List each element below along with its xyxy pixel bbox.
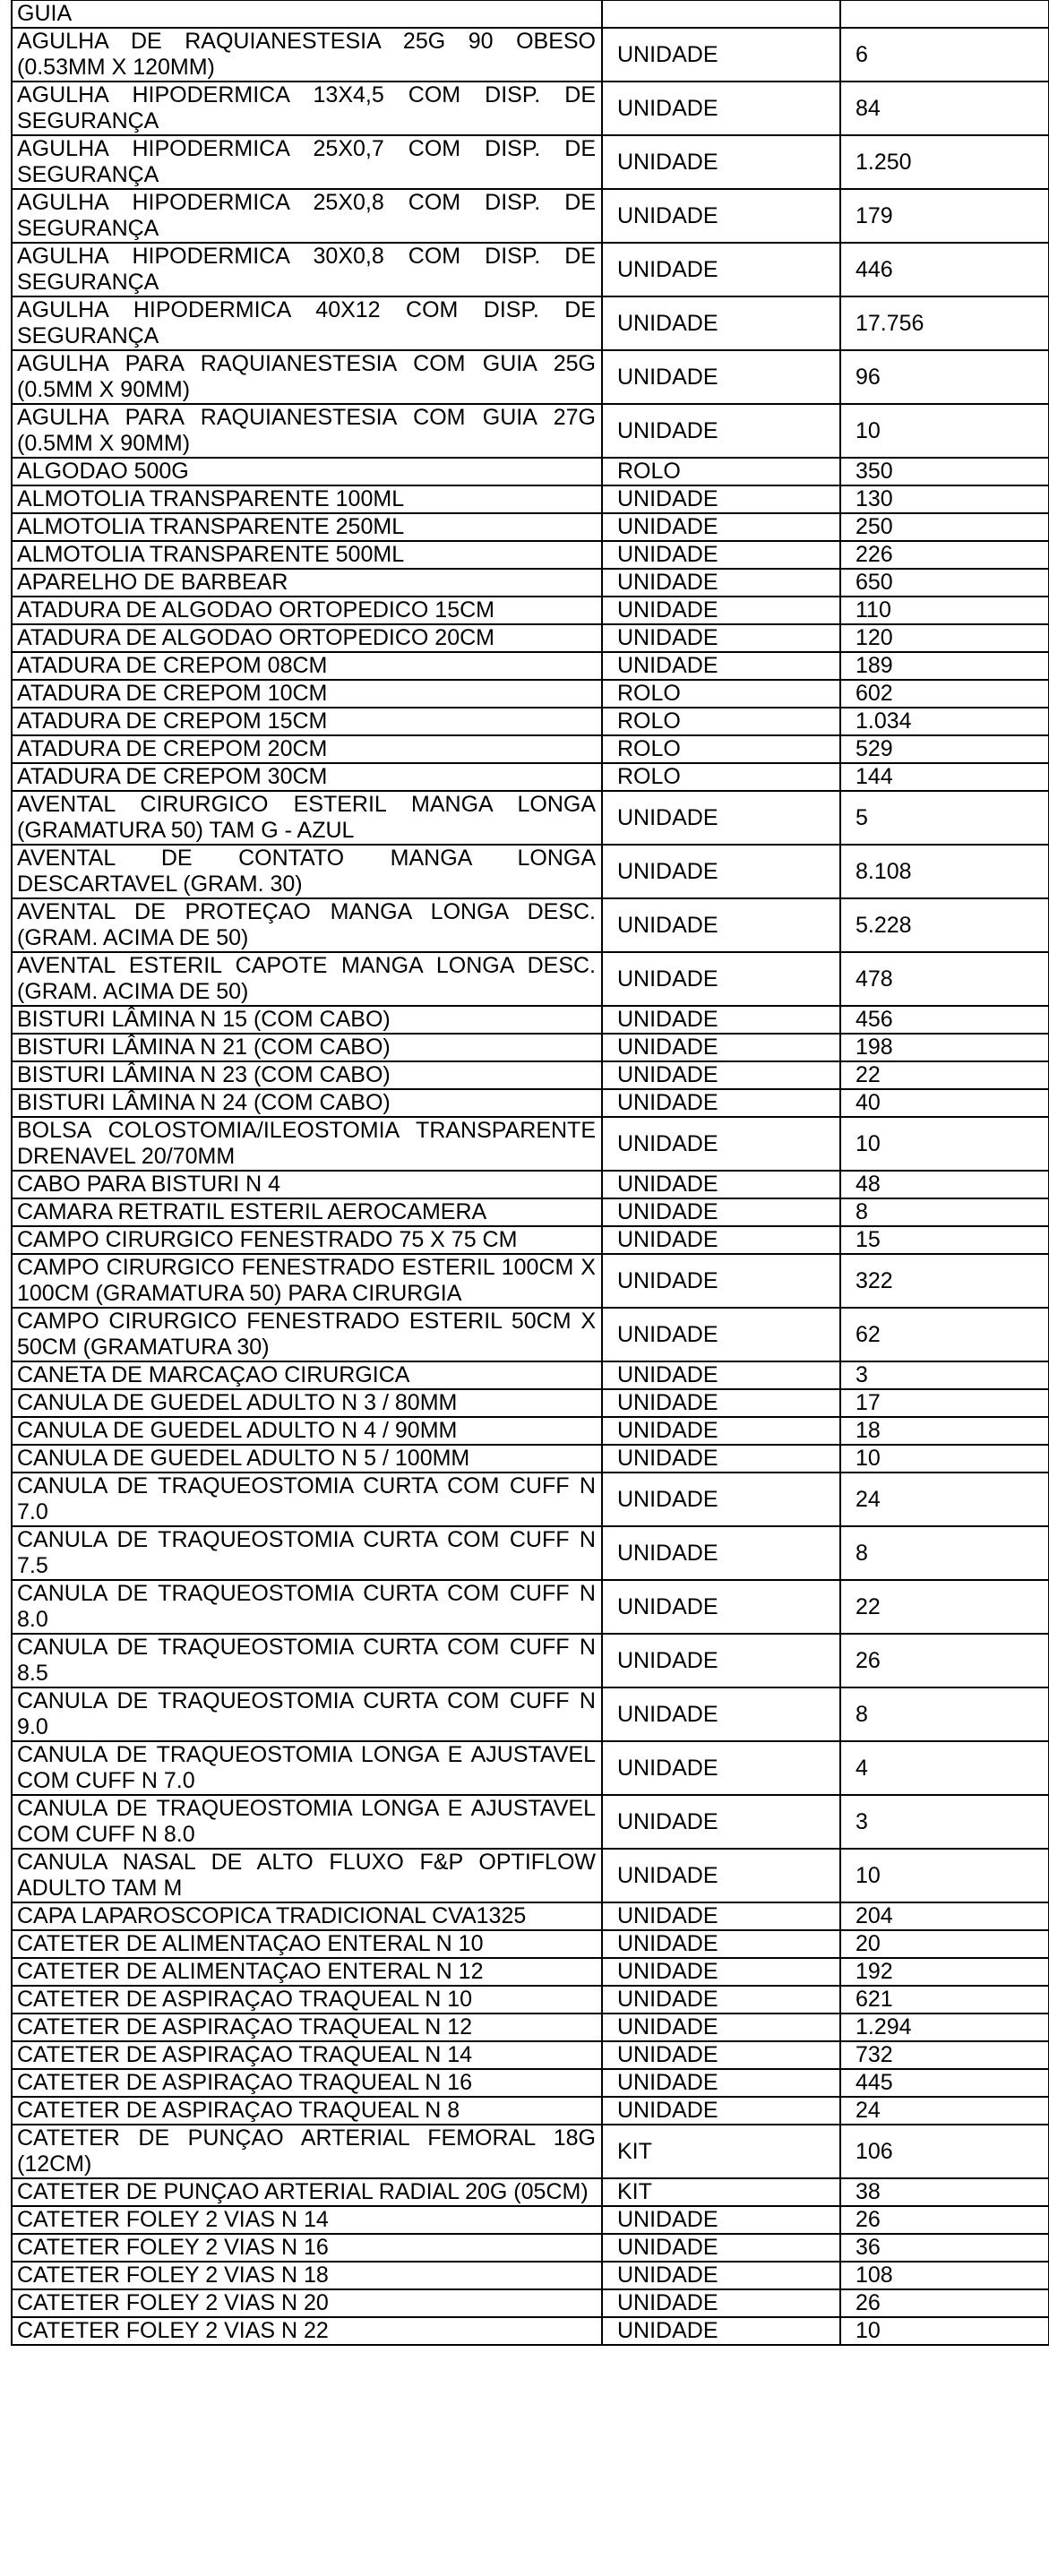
quantity-cell: 179: [840, 189, 1049, 243]
item-description-cell: AVENTAL DE CONTATO MANGA LONGA DESCARTAVEL (GRAM. 30): [12, 845, 602, 898]
unit-cell: UNIDADE: [602, 243, 840, 296]
quantity-cell: 10: [840, 404, 1049, 458]
quantity-cell: 6: [840, 28, 1049, 82]
quantity-cell: 10: [840, 1849, 1049, 1902]
quantity-cell: [840, 0, 1049, 28]
item-description-cell: CATETER FOLEY 2 VIAS N 22: [12, 2317, 602, 2345]
item-description-cell: CANULA DE TRAQUEOSTOMIA CURTA COM CUFF N 8.0: [12, 1580, 602, 1634]
quantity-cell: 24: [840, 1473, 1049, 1526]
table-row: [12, 135, 1049, 189]
quantity-cell: 8: [840, 1687, 1049, 1741]
quantity-cell: 84: [840, 82, 1049, 135]
item-description-cell: AGULHA HIPODERMICA 13X4,5 COM DISP. DE SEGURANÇA: [12, 82, 602, 135]
quantity-cell: 5: [840, 791, 1049, 845]
table-row: [12, 1308, 1049, 1361]
unit-cell: UNIDADE: [602, 2097, 840, 2125]
item-description-cell: CATETER DE PUNÇAO ARTERIAL FEMORAL 18G (12CM): [12, 2125, 602, 2178]
item-description-cell: ATADURA DE ALGODAO ORTOPEDICO 15CM: [12, 597, 602, 624]
item-description-cell: CATETER DE ALIMENTAÇAO ENTERAL N 12: [12, 1958, 602, 1986]
item-description-cell: CAMPO CIRURGICO FENESTRADO ESTERIL 50CM X 50CM (GRAMATURA 30): [12, 1308, 602, 1361]
table-row: [12, 1930, 1049, 1958]
unit-cell: UNIDADE: [602, 2289, 840, 2317]
quantity-cell: 3: [840, 1795, 1049, 1849]
quantity-cell: 22: [840, 1061, 1049, 1089]
quantity-cell: 226: [840, 541, 1049, 569]
table-row: [12, 1006, 1049, 1034]
quantity-cell: 602: [840, 680, 1049, 708]
item-description-cell: CAMPO CIRURGICO FENESTRADO ESTERIL 100CM X 100CM (GRAMATURA 50) PARA CIRURGIA: [12, 1254, 602, 1308]
unit-cell: UNIDADE: [602, 1445, 840, 1473]
unit-cell: UNIDADE: [602, 1034, 840, 1061]
item-description-cell: AGULHA HIPODERMICA 30X0,8 COM DISP. DE SEGURANÇA: [12, 243, 602, 296]
table-row: [12, 2178, 1049, 2206]
item-description-cell: CATETER FOLEY 2 VIAS N 16: [12, 2234, 602, 2262]
unit-cell: UNIDADE: [602, 1417, 840, 1445]
unit-cell: UNIDADE: [602, 1117, 840, 1171]
table-row: [12, 1687, 1049, 1741]
quantity-cell: 5.228: [840, 898, 1049, 952]
unit-cell: UNIDADE: [602, 2317, 840, 2345]
unit-cell: ROLO: [602, 458, 840, 485]
item-description-cell: ATADURA DE CREPOM 30CM: [12, 763, 602, 791]
item-description-cell: ALGODAO 500G: [12, 458, 602, 485]
table-row: [12, 1580, 1049, 1634]
unit-cell: UNIDADE: [602, 1061, 840, 1089]
quantity-cell: 96: [840, 350, 1049, 404]
item-description-cell: ALMOTOLIA TRANSPARENTE 500ML: [12, 541, 602, 569]
unit-cell: UNIDADE: [602, 1006, 840, 1034]
unit-cell: UNIDADE: [602, 2262, 840, 2289]
unit-cell: UNIDADE: [602, 624, 840, 652]
item-description-cell: APARELHO DE BARBEAR: [12, 569, 602, 597]
quantity-cell: 1.250: [840, 135, 1049, 189]
item-description-cell: CATETER FOLEY 2 VIAS N 20: [12, 2289, 602, 2317]
item-description-cell: AGULHA HIPODERMICA 40X12 COM DISP. DE SEGURANÇA: [12, 296, 602, 350]
unit-cell: UNIDADE: [602, 189, 840, 243]
table-row: [12, 1958, 1049, 1986]
item-description-cell: CANULA DE TRAQUEOSTOMIA CURTA COM CUFF N 7.0: [12, 1473, 602, 1526]
quantity-cell: 250: [840, 513, 1049, 541]
table-row: [12, 1061, 1049, 1089]
unit-cell: UNIDADE: [602, 296, 840, 350]
table-row: [12, 485, 1049, 513]
inventory-table: [11, 0, 1049, 2346]
unit-cell: UNIDADE: [602, 1930, 840, 1958]
quantity-cell: 110: [840, 597, 1049, 624]
unit-cell: ROLO: [602, 735, 840, 763]
table-row: [12, 791, 1049, 845]
table-row: [12, 243, 1049, 296]
item-description-cell: BISTURI LÂMINA N 21 (COM CABO): [12, 1034, 602, 1061]
unit-cell: UNIDADE: [602, 82, 840, 135]
table-row: [12, 296, 1049, 350]
item-description-cell: CATETER FOLEY 2 VIAS N 14: [12, 2206, 602, 2234]
table-row: [12, 735, 1049, 763]
unit-cell: UNIDADE: [602, 2014, 840, 2041]
unit-cell: ROLO: [602, 708, 840, 735]
quantity-cell: 456: [840, 1006, 1049, 1034]
quantity-cell: 17.756: [840, 296, 1049, 350]
item-description-cell: CANULA DE GUEDEL ADULTO N 5 / 100MM: [12, 1445, 602, 1473]
quantity-cell: 322: [840, 1254, 1049, 1308]
unit-cell: KIT: [602, 2178, 840, 2206]
unit-cell: UNIDADE: [602, 1389, 840, 1417]
unit-cell: UNIDADE: [602, 1361, 840, 1389]
quantity-cell: 26: [840, 2206, 1049, 2234]
table-row: [12, 763, 1049, 791]
item-description-cell: CANULA DE GUEDEL ADULTO N 4 / 90MM: [12, 1417, 602, 1445]
unit-cell: UNIDADE: [602, 898, 840, 952]
unit-cell: [602, 0, 840, 28]
inventory-table-body: [12, 0, 1049, 2345]
unit-cell: UNIDADE: [602, 135, 840, 189]
unit-cell: UNIDADE: [602, 2069, 840, 2097]
quantity-cell: 38: [840, 2178, 1049, 2206]
unit-cell: UNIDADE: [602, 2041, 840, 2069]
unit-cell: UNIDADE: [602, 652, 840, 680]
table-row: [12, 2125, 1049, 2178]
item-description-cell: ATADURA DE ALGODAO ORTOPEDICO 20CM: [12, 624, 602, 652]
quantity-cell: 478: [840, 952, 1049, 1006]
item-description-cell: ATADURA DE CREPOM 10CM: [12, 680, 602, 708]
unit-cell: UNIDADE: [602, 569, 840, 597]
unit-cell: UNIDADE: [602, 1580, 840, 1634]
quantity-cell: 22: [840, 1580, 1049, 1634]
unit-cell: UNIDADE: [602, 1958, 840, 1986]
item-description-cell: CAMPO CIRURGICO FENESTRADO 75 X 75 CM: [12, 1226, 602, 1254]
quantity-cell: 198: [840, 1034, 1049, 1061]
quantity-cell: 120: [840, 624, 1049, 652]
unit-cell: UNIDADE: [602, 350, 840, 404]
table-row: [12, 350, 1049, 404]
quantity-cell: 106: [840, 2125, 1049, 2178]
table-row: [12, 1117, 1049, 1171]
table-row: [12, 2014, 1049, 2041]
quantity-cell: 1.034: [840, 708, 1049, 735]
item-description-cell: CANULA NASAL DE ALTO FLUXO F&P OPTIFLOW ADULTO TAM M: [12, 1849, 602, 1902]
unit-cell: UNIDADE: [602, 485, 840, 513]
table-row: [12, 624, 1049, 652]
quantity-cell: 18: [840, 1417, 1049, 1445]
table-row: [12, 2234, 1049, 2262]
table-row: [12, 1089, 1049, 1117]
quantity-cell: 15: [840, 1226, 1049, 1254]
unit-cell: UNIDADE: [602, 1473, 840, 1526]
item-description-cell: CATETER DE ASPIRAÇAO TRAQUEAL N 14: [12, 2041, 602, 2069]
item-description-cell: AGULHA HIPODERMICA 25X0,7 COM DISP. DE SEGURANÇA: [12, 135, 602, 189]
unit-cell: UNIDADE: [602, 791, 840, 845]
item-description-cell: CAMARA RETRATIL ESTERIL AEROCAMERA: [12, 1198, 602, 1226]
quantity-cell: 10: [840, 2317, 1049, 2345]
item-description-cell: ALMOTOLIA TRANSPARENTE 250ML: [12, 513, 602, 541]
unit-cell: ROLO: [602, 680, 840, 708]
quantity-cell: 10: [840, 1445, 1049, 1473]
unit-cell: UNIDADE: [602, 1226, 840, 1254]
item-description-cell: BISTURI LÂMINA N 24 (COM CABO): [12, 1089, 602, 1117]
item-description-cell: CANETA DE MARCAÇAO CIRURGICA: [12, 1361, 602, 1389]
table-row: [12, 1741, 1049, 1795]
item-description-cell: CATETER DE PUNÇAO ARTERIAL RADIAL 20G (05CM): [12, 2178, 602, 2206]
unit-cell: UNIDADE: [602, 1089, 840, 1117]
item-description-cell: AGULHA PARA RAQUIANESTESIA COM GUIA 27G (0.5MM X 90MM): [12, 404, 602, 458]
quantity-cell: 621: [840, 1986, 1049, 2014]
table-row: [12, 2206, 1049, 2234]
item-description-cell: BISTURI LÂMINA N 23 (COM CABO): [12, 1061, 602, 1089]
table-row: [12, 189, 1049, 243]
item-description-cell: GUIA: [12, 0, 602, 28]
unit-cell: UNIDADE: [602, 1986, 840, 2014]
quantity-cell: 40: [840, 1089, 1049, 1117]
unit-cell: UNIDADE: [602, 1849, 840, 1902]
unit-cell: UNIDADE: [602, 28, 840, 82]
item-description-cell: CATETER DE ALIMENTAÇAO ENTERAL N 10: [12, 1930, 602, 1958]
item-description-cell: BOLSA COLOSTOMIA/ILEOSTOMIA TRANSPARENTE DRENAVEL 20/70MM: [12, 1117, 602, 1171]
quantity-cell: 3: [840, 1361, 1049, 1389]
quantity-cell: 4: [840, 1741, 1049, 1795]
table-row: [12, 1526, 1049, 1580]
table-row: [12, 28, 1049, 82]
quantity-cell: 350: [840, 458, 1049, 485]
quantity-cell: 48: [840, 1171, 1049, 1198]
item-description-cell: BISTURI LÂMINA N 15 (COM CABO): [12, 1006, 602, 1034]
quantity-cell: 62: [840, 1308, 1049, 1361]
table-row: [12, 1034, 1049, 1061]
item-description-cell: AGULHA PARA RAQUIANESTESIA COM GUIA 25G (0.5MM X 90MM): [12, 350, 602, 404]
unit-cell: UNIDADE: [602, 1687, 840, 1741]
quantity-cell: 446: [840, 243, 1049, 296]
unit-cell: UNIDADE: [602, 1171, 840, 1198]
quantity-cell: 10: [840, 1117, 1049, 1171]
unit-cell: UNIDADE: [602, 404, 840, 458]
item-description-cell: AVENTAL DE PROTEÇAO MANGA LONGA DESC. (GRAM. ACIMA DE 50): [12, 898, 602, 952]
unit-cell: UNIDADE: [602, 952, 840, 1006]
table-row: [12, 1361, 1049, 1389]
table-row: [12, 680, 1049, 708]
unit-cell: UNIDADE: [602, 1634, 840, 1687]
table-row: [12, 458, 1049, 485]
unit-cell: UNIDADE: [602, 541, 840, 569]
quantity-cell: 20: [840, 1930, 1049, 1958]
item-description-cell: ATADURA DE CREPOM 08CM: [12, 652, 602, 680]
table-row: [12, 652, 1049, 680]
quantity-cell: 8.108: [840, 845, 1049, 898]
table-row: [12, 569, 1049, 597]
item-description-cell: ATADURA DE CREPOM 15CM: [12, 708, 602, 735]
quantity-cell: 445: [840, 2069, 1049, 2097]
item-description-cell: CANULA DE TRAQUEOSTOMIA CURTA COM CUFF N 7.5: [12, 1526, 602, 1580]
item-description-cell: ATADURA DE CREPOM 20CM: [12, 735, 602, 763]
quantity-cell: 189: [840, 652, 1049, 680]
item-description-cell: AGULHA HIPODERMICA 25X0,8 COM DISP. DE SEGURANÇA: [12, 189, 602, 243]
unit-cell: UNIDADE: [602, 2234, 840, 2262]
item-description-cell: CANULA DE GUEDEL ADULTO N 3 / 80MM: [12, 1389, 602, 1417]
item-description-cell: CATETER DE ASPIRAÇAO TRAQUEAL N 10: [12, 1986, 602, 2014]
table-row: [12, 2097, 1049, 2125]
quantity-cell: 192: [840, 1958, 1049, 1986]
quantity-cell: 8: [840, 1198, 1049, 1226]
table-row: [12, 1849, 1049, 1902]
table-row: [12, 1171, 1049, 1198]
quantity-cell: 8: [840, 1526, 1049, 1580]
item-description-cell: CATETER DE ASPIRAÇAO TRAQUEAL N 8: [12, 2097, 602, 2125]
unit-cell: UNIDADE: [602, 1254, 840, 1308]
unit-cell: UNIDADE: [602, 1308, 840, 1361]
table-row: [12, 1417, 1049, 1445]
quantity-cell: 529: [840, 735, 1049, 763]
table-row: [12, 82, 1049, 135]
table-row: [12, 2317, 1049, 2345]
table-row: [12, 1254, 1049, 1308]
table-row: [12, 0, 1049, 28]
item-description-cell: AGULHA DE RAQUIANESTESIA 25G 90 OBESO (0.53MM X 120MM): [12, 28, 602, 82]
item-description-cell: CANULA DE TRAQUEOSTOMIA CURTA COM CUFF N 8.5: [12, 1634, 602, 1687]
table-row: [12, 708, 1049, 735]
table-row: [12, 1473, 1049, 1526]
quantity-cell: 650: [840, 569, 1049, 597]
quantity-cell: 1.294: [840, 2014, 1049, 2041]
unit-cell: ROLO: [602, 763, 840, 791]
quantity-cell: 26: [840, 1634, 1049, 1687]
unit-cell: UNIDADE: [602, 1198, 840, 1226]
item-description-cell: CATETER DE ASPIRAÇAO TRAQUEAL N 16: [12, 2069, 602, 2097]
table-row: [12, 2262, 1049, 2289]
table-row: [12, 1902, 1049, 1930]
table-row: [12, 1226, 1049, 1254]
item-description-cell: CANULA DE TRAQUEOSTOMIA CURTA COM CUFF N 9.0: [12, 1687, 602, 1741]
quantity-cell: 17: [840, 1389, 1049, 1417]
quantity-cell: 36: [840, 2234, 1049, 2262]
item-description-cell: CAPA LAPAROSCOPICA TRADICIONAL CVA1325: [12, 1902, 602, 1930]
unit-cell: UNIDADE: [602, 1795, 840, 1849]
quantity-cell: 204: [840, 1902, 1049, 1930]
unit-cell: UNIDADE: [602, 1902, 840, 1930]
table-row: [12, 1986, 1049, 2014]
table-row: [12, 513, 1049, 541]
quantity-cell: 24: [840, 2097, 1049, 2125]
table-row: [12, 952, 1049, 1006]
table-row: [12, 898, 1049, 952]
table-row: [12, 1389, 1049, 1417]
quantity-cell: 732: [840, 2041, 1049, 2069]
item-description-cell: CATETER DE ASPIRAÇAO TRAQUEAL N 12: [12, 2014, 602, 2041]
item-description-cell: CANULA DE TRAQUEOSTOMIA LONGA E AJUSTAVEL COM CUFF N 7.0: [12, 1741, 602, 1795]
unit-cell: UNIDADE: [602, 845, 840, 898]
table-row: [12, 597, 1049, 624]
quantity-cell: 144: [840, 763, 1049, 791]
table-row: [12, 1198, 1049, 1226]
item-description-cell: AVENTAL CIRURGICO ESTERIL MANGA LONGA (GRAMATURA 50) TAM G - AZUL: [12, 791, 602, 845]
table-row: [12, 2289, 1049, 2317]
unit-cell: UNIDADE: [602, 513, 840, 541]
table-row: [12, 1795, 1049, 1849]
quantity-cell: 26: [840, 2289, 1049, 2317]
table-row: [12, 404, 1049, 458]
item-description-cell: CATETER FOLEY 2 VIAS N 18: [12, 2262, 602, 2289]
item-description-cell: CABO PARA BISTURI N 4: [12, 1171, 602, 1198]
item-description-cell: CANULA DE TRAQUEOSTOMIA LONGA E AJUSTAVEL COM CUFF N 8.0: [12, 1795, 602, 1849]
quantity-cell: 130: [840, 485, 1049, 513]
item-description-cell: ALMOTOLIA TRANSPARENTE 100ML: [12, 485, 602, 513]
table-row: [12, 1634, 1049, 1687]
table-row: [12, 541, 1049, 569]
unit-cell: UNIDADE: [602, 1741, 840, 1795]
table-row: [12, 2069, 1049, 2097]
unit-cell: UNIDADE: [602, 597, 840, 624]
table-row: [12, 845, 1049, 898]
item-description-cell: AVENTAL ESTERIL CAPOTE MANGA LONGA DESC. (GRAM. ACIMA DE 50): [12, 952, 602, 1006]
table-row: [12, 2041, 1049, 2069]
unit-cell: UNIDADE: [602, 1526, 840, 1580]
unit-cell: UNIDADE: [602, 2206, 840, 2234]
table-row: [12, 1445, 1049, 1473]
quantity-cell: 108: [840, 2262, 1049, 2289]
unit-cell: KIT: [602, 2125, 840, 2178]
